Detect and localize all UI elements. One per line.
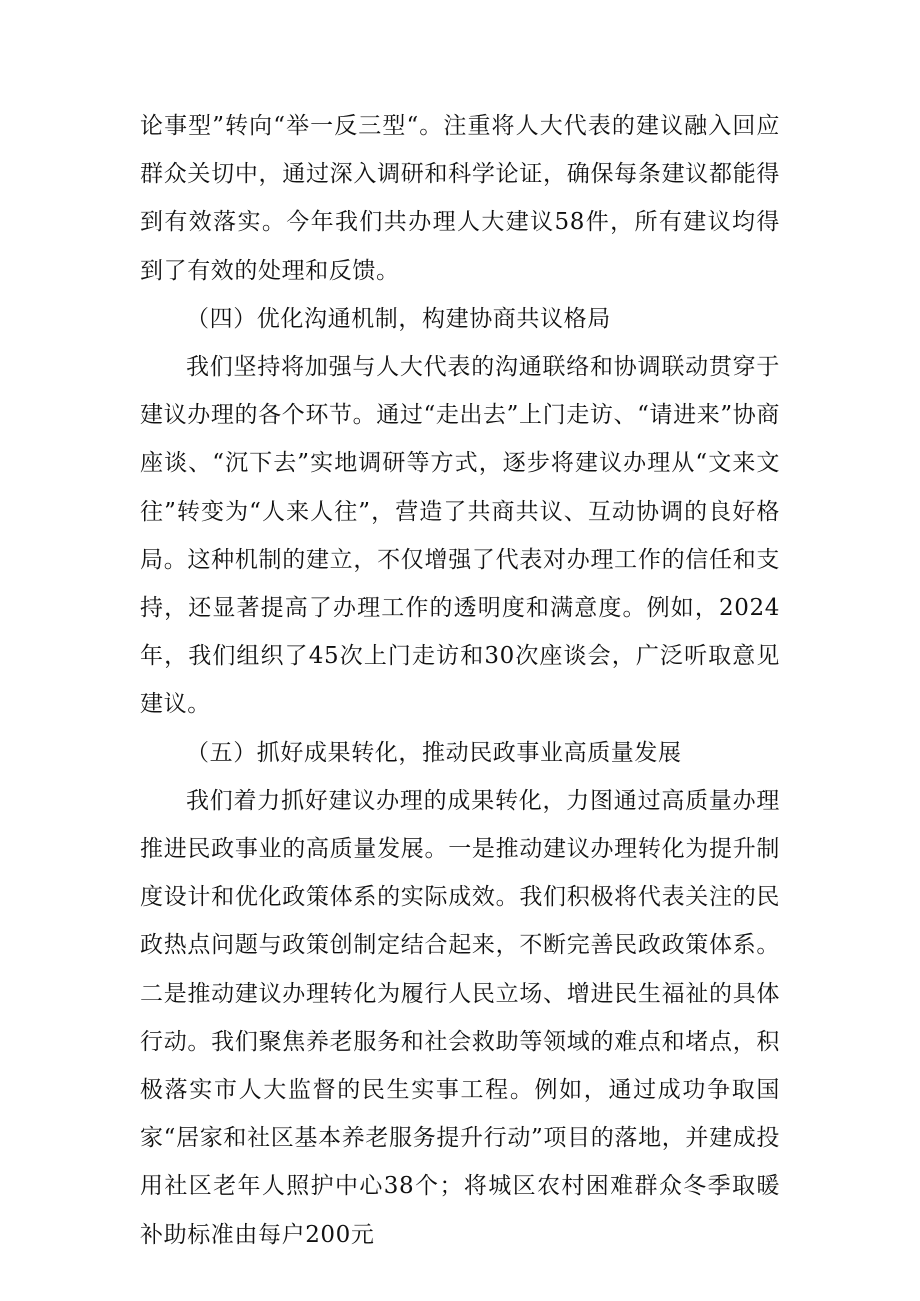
section-heading-five: （五）抓好成果转化，推动民政事业高质量发展 xyxy=(186,739,682,766)
section-heading-four: （四）优化沟通机制，构建协商共议格局 xyxy=(186,305,611,332)
document-body xyxy=(140,102,780,1259)
paragraph-continuation: 论事型”转向“举一反三型“。注重将人大代表的建议融入回应群众关切中，通过深入调研和科学论证，确保每条建议都能得到有效落实。今年我们共办理人大建议58件，所有建议均得到了有效的处理和反馈。 xyxy=(140,113,780,284)
paragraph-results-transformation: 我们着力抓好建议办理的成果转化，力图通过高质量办理推进民政事业的高质量发展。一是推动建议办理转化为提升制度设计和优化政策体系的实际成效。我们积极将代表关注的民政热点问题与政策创制定结合起来，不断完善民政政策体系。二是推动建议办理转化为履行人民立场、增进民生福祉的具体行动。我们聚焦养老服务和社会救助等领域的难点和堵点，积极落实市人大监督的民生实事工程。例如，通过成功争取国家“居家和社区基本养老服务提升行动”项目的落地，并建成投用社区老年人照护中心38个；将城区农村困难群众冬季取暖补助标准由每户200元 xyxy=(140,787,780,1248)
paragraph-communication-mechanism: 我们坚持将加强与人大代表的沟通联络和协调联动贯穿于建议办理的各个环节。通过“走出去”上门走访、“请进来”协商座谈、“沉下去”实地调研等方式，逐步将建议办理从“文来文往”转变为“人来人往”，营造了共商共议、互动协调的良好格局。这种机制的建立，不仅增强了代表对办理工作的信任和支持，还显著提高了办理工作的透明度和满意度。例如，2024年，我们组织了45次上门走访和30次座谈会，广泛听取意见建议。 xyxy=(140,354,780,718)
